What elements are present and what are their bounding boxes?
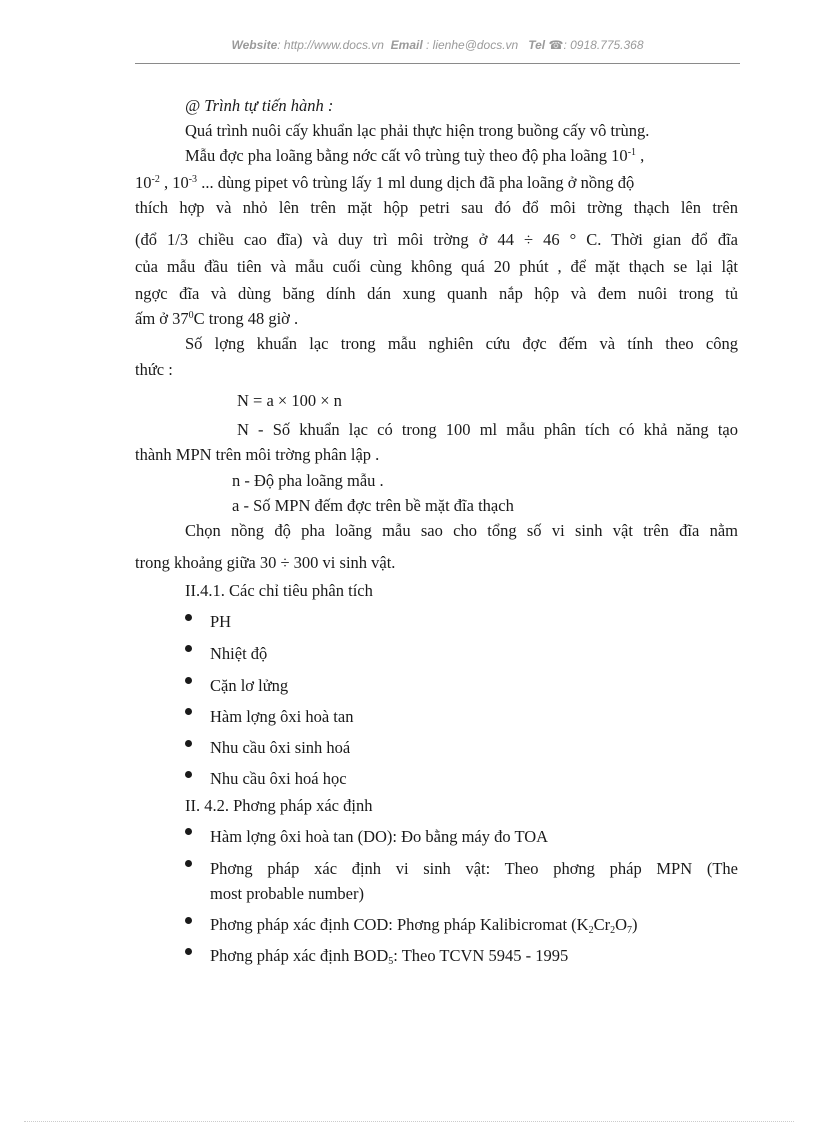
paragraph-3-line-1: Số lợng khuẩn lạc trong mẫu nghiên cứu đợc đếm và tính theo công (185, 334, 738, 353)
list-item: Hàm lợng ôxi hoà tan (210, 707, 354, 726)
definition-n: n - Độ pha loãng mẫu . (232, 471, 384, 490)
paragraph-2-line-1: Mẫu đợc pha loãng bằng nớc cất vô trùng tuỳ theo độ pha loãng $10^{-1}$ , (185, 146, 645, 165)
method-item: Hàm lợng ôxi hoà tan (DO): Đo bằng máy đo TOA (210, 827, 549, 846)
paragraph-2-line-2: $10^{-2}$ , $10^{-3}$ ... dùng pipet vô trùng lấy 1 ml dung dịch đã pha loãng ở nồng độ (135, 173, 635, 192)
method-item: Phơng pháp xác định vi sinh vật: Theo phơng pháp MPN (The (210, 859, 738, 878)
method-item: Phơng pháp xác định $BOD_5$: Theo TCVN 5945 - 1995 (210, 946, 569, 967)
bullet-icon (185, 917, 192, 924)
bullet-icon (185, 860, 192, 867)
telephone-icon: ☎ (548, 38, 564, 52)
list-item: Nhiệt độ (210, 644, 268, 663)
email-value[interactable]: : lienhe@docs.vn (426, 38, 519, 52)
list-item: Nhu cầu ôxi hoá học (210, 769, 347, 788)
bullet-icon (185, 708, 192, 715)
bullet-icon (185, 645, 192, 652)
definition-N-line-2: thành MPN trên môi trờng phân lập . (135, 445, 380, 464)
tel-label: Tel (528, 38, 546, 52)
paragraph-1: Quá trình nuôi cấy khuẩn lạc phải thực hiện trong buồng cấy vô trùng. (185, 121, 650, 140)
website-label: Website (231, 38, 278, 52)
definition-a: a - Số MPN đếm đợc trên bề mặt đĩa thạch (232, 496, 514, 515)
tel-value: : 0918.775.368 (563, 38, 644, 52)
formula: N = a × 100 × n (237, 391, 342, 410)
bullet-icon (185, 740, 192, 747)
page-header (135, 38, 740, 52)
section-heading: @ Trình tự tiến hành : (185, 96, 334, 115)
header-divider (135, 63, 740, 64)
definition-N-line-1: N - Số khuẩn lạc có trong 100 ml mẫu phân tích có khả năng tạo (237, 420, 738, 439)
subsection-title-2: II. 4.2. Phơng pháp xác định (185, 796, 373, 815)
paragraph-2-line-7: ấm ở $37^0C$ trong 48 giờ . (135, 309, 299, 328)
bullet-icon (185, 614, 192, 621)
paragraph-4-line-2: trong khoảng giữa 30 ÷ 300 vi sinh vật. (135, 553, 396, 572)
paragraph-2-line-4: (đổ 1/3 chiều cao đĩa) và duy trì môi trờng ở 44 ÷ 46 ° C. Thời gian đổ đĩa (135, 230, 738, 249)
bullet-icon (185, 948, 192, 955)
website-value[interactable]: : http://www.docs.vn (277, 38, 384, 52)
paragraph-2-line-6: ngợc đĩa và dùng băng dính dán xung quanh nắp hộp và đem nuôi trong tủ (135, 284, 738, 303)
paragraph-2-line-3: thích hợp và nhỏ lên trên mặt hộp petri sau đó đổ môi trờng thạch lên trên (135, 198, 738, 217)
list-item: PH (210, 612, 232, 631)
paragraph-2-line-5: của mẫu đầu tiên và mẫu cuối cùng không quá 20 phút , để mặt thạch se lại lật (135, 257, 738, 276)
email-label: Email (390, 38, 423, 52)
bullet-icon (185, 828, 192, 835)
method-item: Phơng pháp xác định COD: Phơng pháp Kalibicromat $(K_2Cr_2O_7)$ (210, 915, 638, 936)
bullet-icon (185, 771, 192, 778)
footer-divider (24, 1121, 794, 1122)
subsection-title-1: II.4.1. Các chỉ tiêu phân tích (185, 581, 373, 600)
list-item: Nhu cầu ôxi sinh hoá (210, 738, 351, 757)
bullet-icon (185, 677, 192, 684)
method-item-continued: most probable number) (210, 884, 364, 903)
list-item: Cặn lơ lửng (210, 676, 289, 695)
paragraph-4-line-1: Chọn nồng độ pha loãng mẫu sao cho tổng số vi sinh vật trên đĩa nằm (185, 521, 738, 540)
paragraph-3-line-2: thức : (135, 360, 173, 379)
